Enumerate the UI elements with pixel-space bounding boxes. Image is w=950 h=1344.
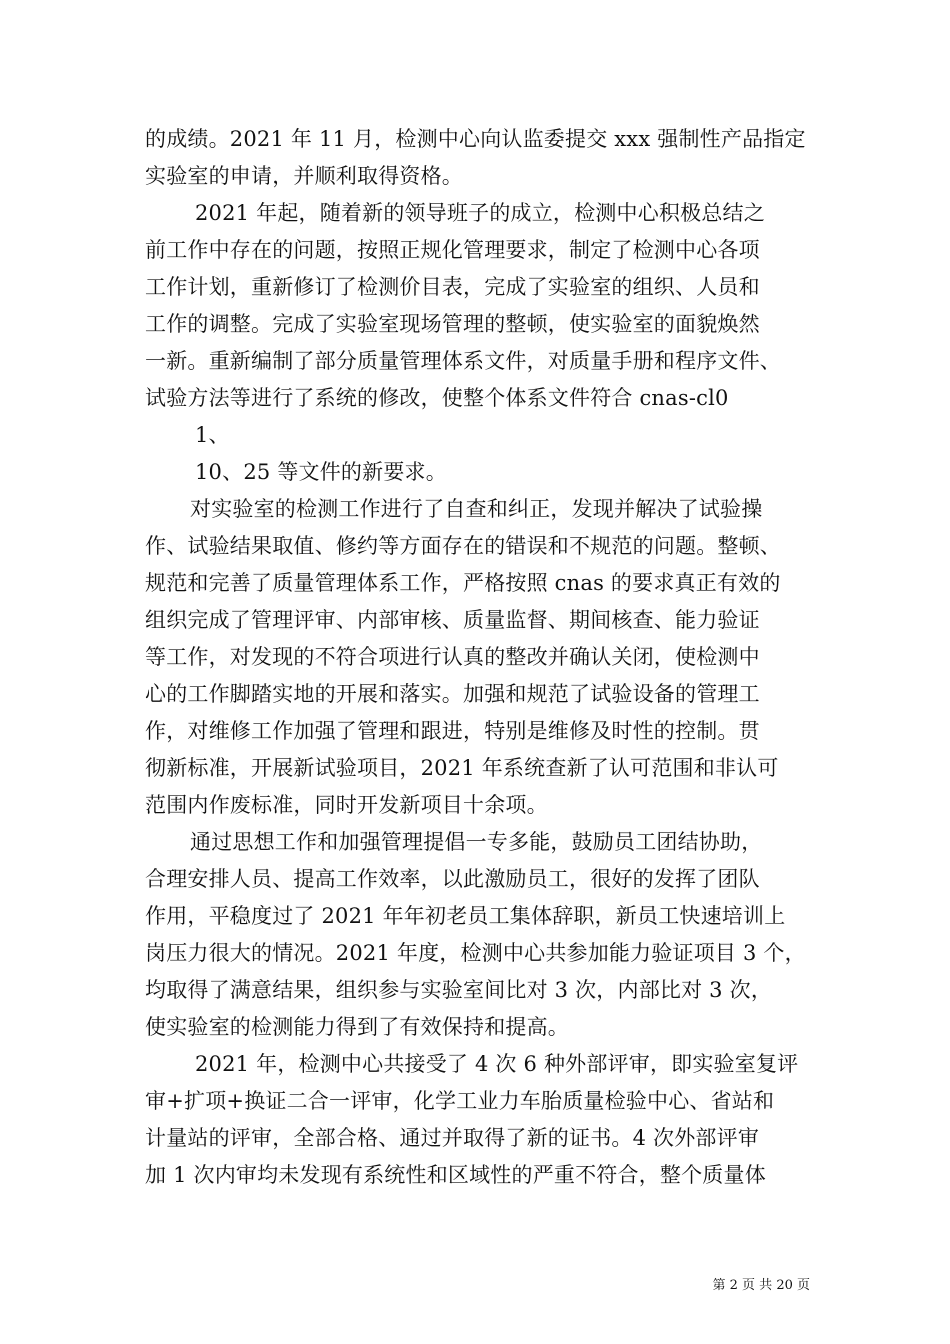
text-line: 合理安排人员、提高工作效率，以此激励员工，很好的发挥了团队: [145, 867, 760, 891]
text-line: 岗压力很大的情况。2021 年度，检测中心共参加能力验证项目 3 个，: [145, 941, 806, 965]
text-line: 的成绩。2021 年 11 月，检测中心向认监委提交 xxx 强制性产品指定: [145, 127, 806, 151]
text-line: 实验室的申请，并顺利取得资格。: [145, 164, 463, 188]
text-line: 使实验室的检测能力得到了有效保持和提高。: [145, 1015, 569, 1039]
paragraph-start-line: 对实验室的检测工作进行了自查和纠正，发现并解决了试验操: [190, 497, 763, 521]
text-line: 作，对维修工作加强了管理和跟进，特别是维修及时性的控制。贯: [145, 719, 760, 743]
text-line: 均取得了满意结果，组织参与实验室间比对 3 次，内部比对 3 次，: [145, 978, 773, 1002]
text-line: 规范和完善了质量管理体系工作，严格按照 cnas 的要求真正有效的: [145, 571, 781, 595]
text-line: 前工作中存在的问题，按照正规化管理要求，制定了检测中心各项: [145, 238, 760, 262]
text-line: 等工作，对发现的不符合项进行认真的整改并确认关闭，使检测中: [145, 645, 760, 669]
text-line: 范围内作废标准，同时开发新项目十余项。: [145, 793, 548, 817]
text-line: 加 1 次内审均未发现有系统性和区域性的严重不符合，整个质量体: [145, 1163, 766, 1187]
text-line: 彻新标准，开展新试验项目，2021 年系统查新了认可范围和非认可: [145, 756, 779, 780]
paragraph-start-line: 2021 年起，随着新的领导班子的成立，检测中心积极总结之: [195, 201, 765, 225]
text-line: 计量站的评审，全部合格、通过并取得了新的证书。4 次外部评审: [145, 1126, 760, 1150]
text-line: 审+扩项+换证二合一评审，化学工业力车胎质量检验中心、省站和: [145, 1089, 775, 1113]
text-line: 试验方法等进行了系统的修改，使整个体系文件符合 cnas-cl0: [145, 386, 729, 410]
text-line: 心的工作脚踏实地的开展和落实。加强和规范了试验设备的管理工: [145, 682, 760, 706]
text-line: 1、: [195, 423, 230, 447]
text-line: 工作计划，重新修订了检测价目表，完成了实验室的组织、人员和: [145, 275, 760, 299]
text-line: 作用，平稳度过了 2021 年年初老员工集体辞职，新员工快速培训上: [145, 904, 786, 928]
paragraph-start-line: 通过思想工作和加强管理提倡一专多能，鼓励员工团结协助，: [190, 830, 763, 854]
text-line: 工作的调整。完成了实验室现场管理的整顿，使实验室的面貌焕然: [145, 312, 760, 336]
text-line: 10、25 等文件的新要求。: [195, 460, 447, 484]
text-line: 一新。重新编制了部分质量管理体系文件，对质量手册和程序文件、: [145, 349, 781, 373]
page-number-footer: 第 2 页 共 20 页: [712, 1278, 810, 1293]
text-line: 作、试验结果取值、修约等方面存在的错误和不规范的问题。整顿、: [145, 534, 781, 558]
text-line: 组织完成了管理评审、内部审核、质量监督、期间核查、能力验证: [145, 608, 760, 632]
paragraph-start-line: 2021 年，检测中心共接受了 4 次 6 种外部评审，即实验室复评: [195, 1052, 799, 1076]
